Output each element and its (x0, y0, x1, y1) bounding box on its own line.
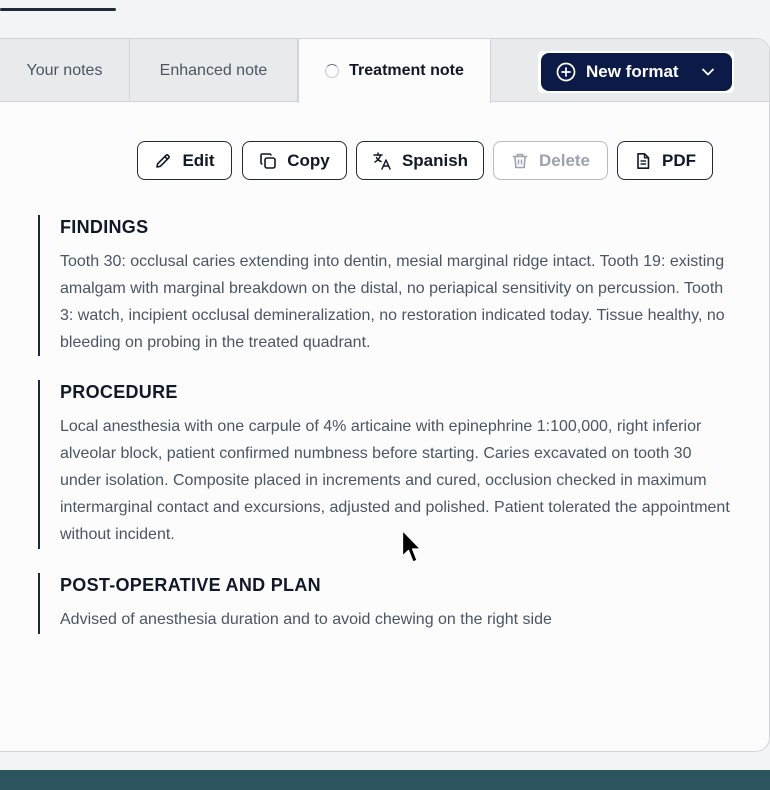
pencil-icon (154, 152, 172, 170)
procedure-section (38, 380, 738, 549)
pdf-button[interactable] (617, 141, 713, 180)
edit-button[interactable] (137, 141, 232, 180)
new-format-wrapper (538, 51, 734, 93)
tab-treatment-note[interactable] (298, 39, 491, 103)
loading-spinner-icon (325, 64, 339, 78)
document-icon (634, 152, 652, 170)
section-body: Tooth 30: occlusal caries extending into dentin, mesial marginal ridge intact. Tooth 19: existing amalgam with marginal breakdown on the distal, no periapical sensitivity on percussion. Tooth 3: watch, incipient occlusal demineralization, no restoration indicated today. Tissue healthy, no bleeding on probing in the treated quadrant. (60, 253, 725, 351)
new-format-button[interactable] (541, 53, 732, 91)
tab-your-notes[interactable] (0, 39, 130, 102)
copy-label: Copy (287, 150, 330, 170)
edit-label: Edit (182, 150, 215, 170)
delete-button[interactable] (493, 141, 608, 180)
trash-icon (511, 152, 529, 170)
section-title: PROCEDURE (60, 382, 178, 402)
tab-label: Enhanced note (159, 61, 268, 79)
copy-button[interactable] (242, 141, 347, 180)
copy-icon (259, 152, 277, 170)
post-operative-section (38, 573, 738, 634)
note-card (0, 38, 770, 752)
top-tab-underline (0, 8, 116, 11)
section-title: FINDINGS (60, 217, 149, 237)
new-format-label: New format (586, 62, 679, 81)
section-body: Local anesthesia with one carpule of 4% articaine with epinephrine 1:100,000, right inferior alveolar block, patient confirmed numbness before starting. Caries excavated on tooth 30 under isolation. Composite placed in increments and cured, occlusion checked in maximum intermarginal contact and excursions, adjusted and polished. Patient tolerated the appointment without incident. (60, 418, 730, 543)
note-tabs (0, 39, 769, 102)
spanish-label: Spanish (401, 150, 469, 170)
tab-enhanced-note[interactable] (130, 39, 298, 102)
section-body: Advised of anesthesia duration and to avoid chewing on the right side (60, 611, 552, 628)
tab-label: Treatment note (349, 62, 464, 79)
translate-icon (372, 151, 392, 171)
bottom-bar (0, 770, 770, 790)
mouse-cursor-icon (401, 529, 425, 569)
section-title: POST-OPERATIVE AND PLAN (60, 575, 321, 595)
pdf-label: PDF (662, 150, 696, 170)
findings-section (38, 215, 738, 356)
chevron-down-icon (700, 64, 716, 80)
plus-circle-icon (556, 62, 576, 82)
delete-label: Delete (538, 150, 591, 170)
spanish-button[interactable] (356, 141, 484, 180)
tab-label: Your notes (26, 61, 103, 79)
